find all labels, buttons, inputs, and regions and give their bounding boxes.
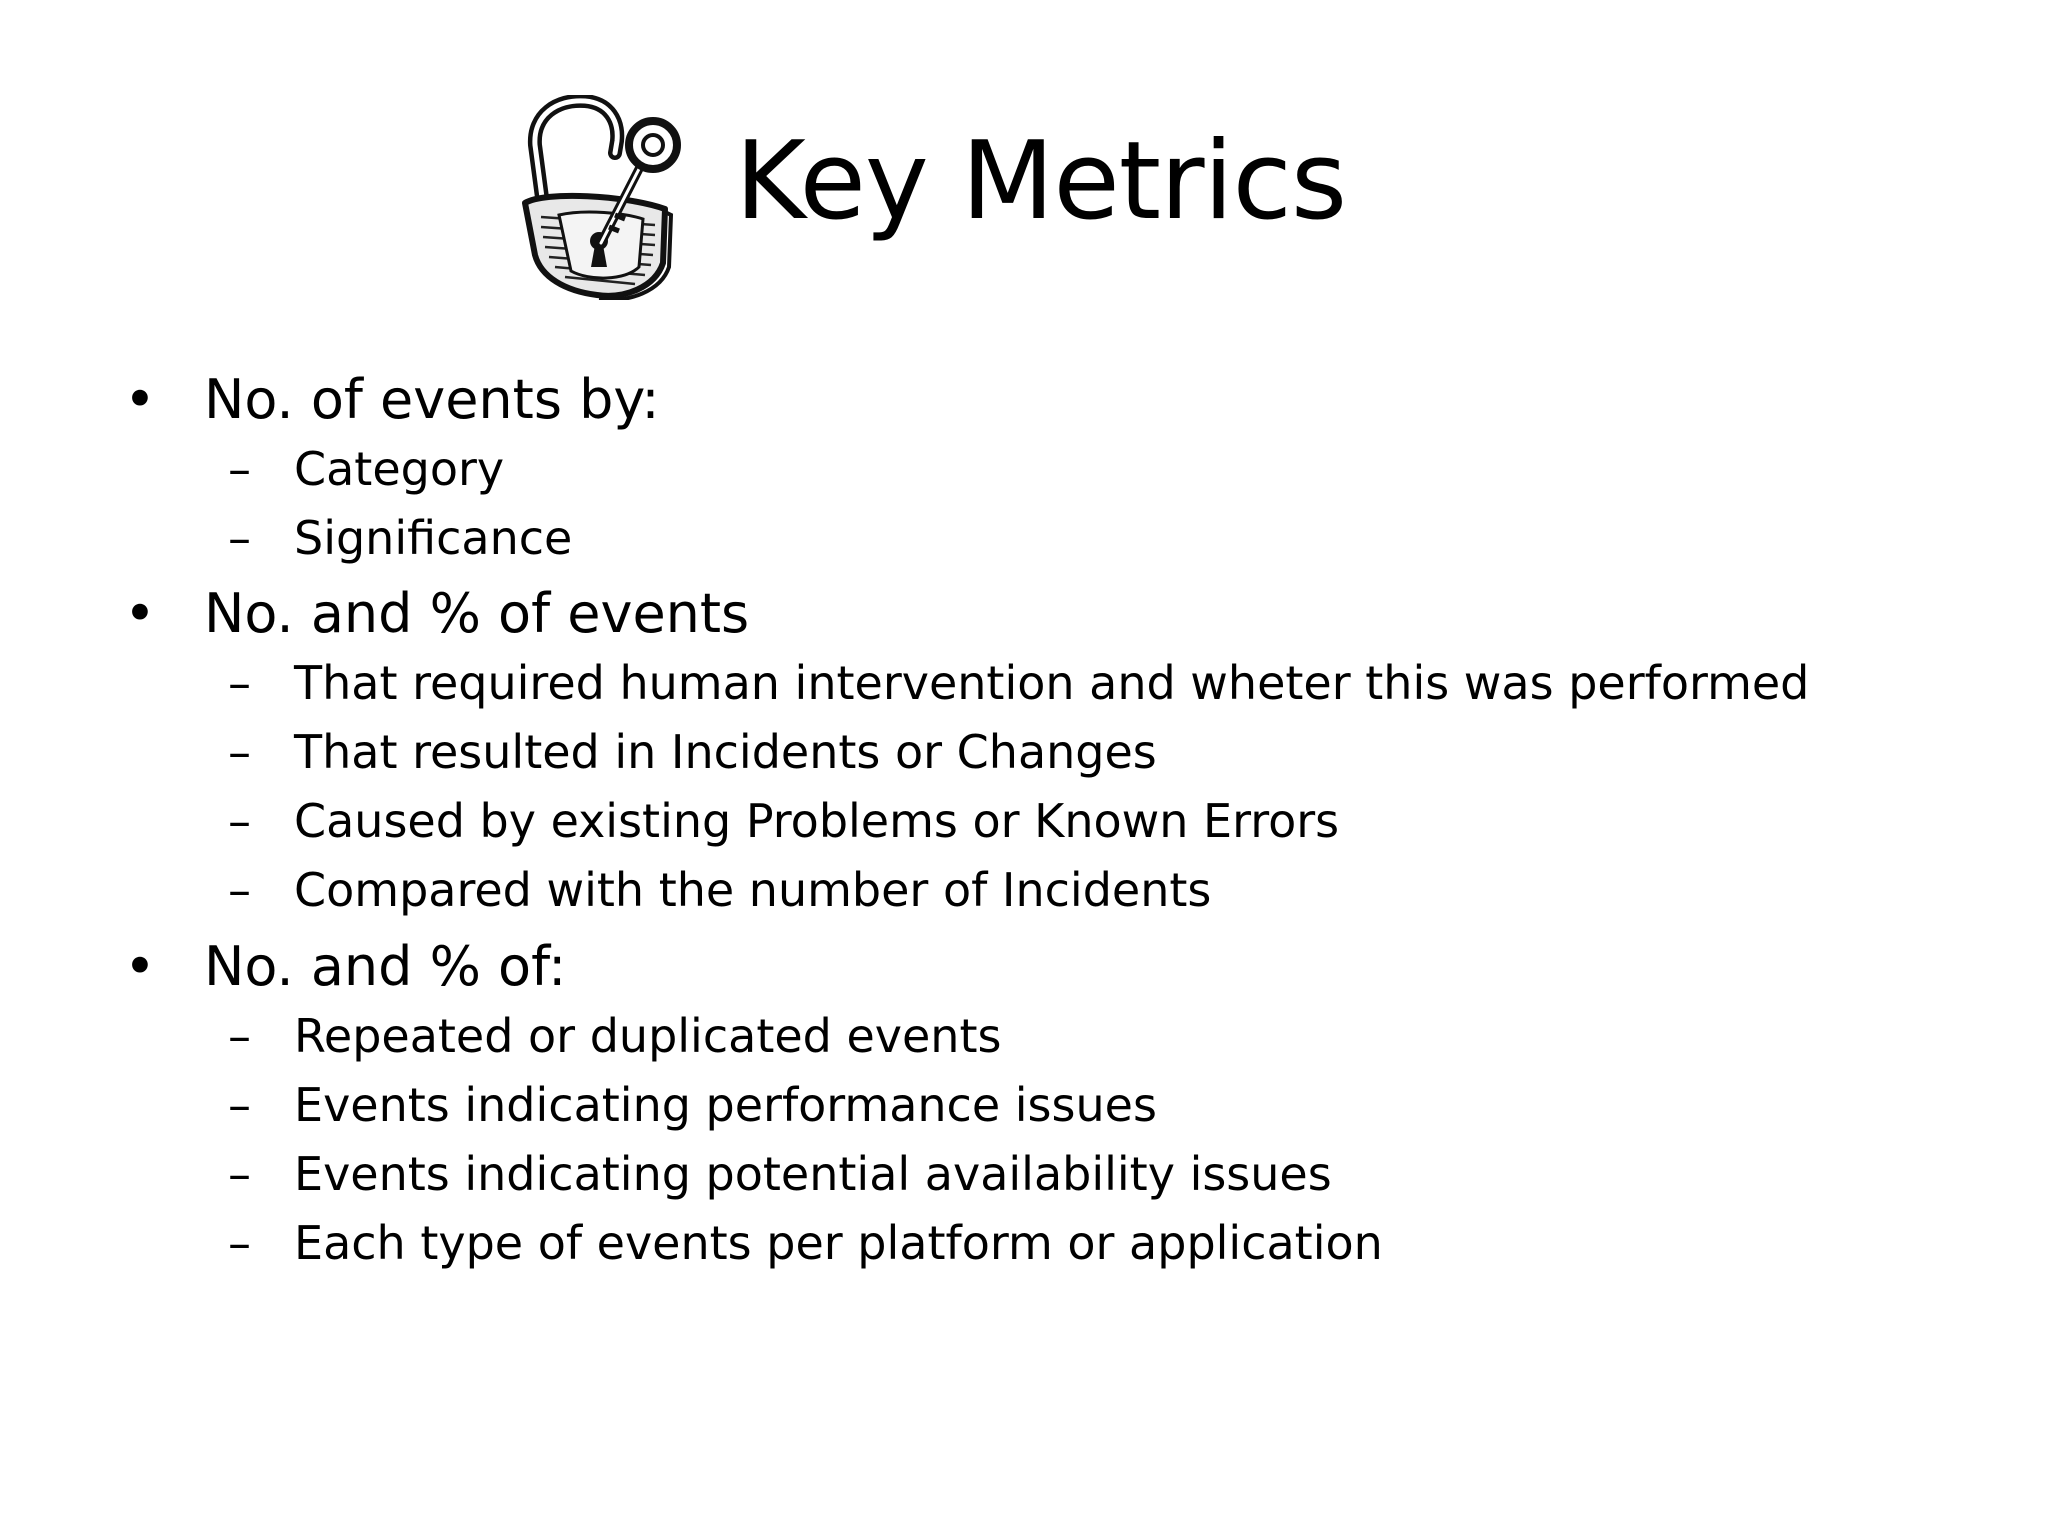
list-item-text: No. and % of: — [204, 935, 567, 998]
dash-marker: – — [228, 442, 251, 496]
sub-list-item-text: Each type of events per platform or application — [294, 1216, 1383, 1270]
sub-list-item-text: Caused by existing Problems or Known Errors — [294, 794, 1340, 848]
sub-list-item-text: That required human intervention and wheter this was performed — [294, 656, 1810, 710]
dash-marker: – — [228, 1078, 251, 1132]
sub-list-item-text: Events indicating potential availability issues — [294, 1147, 1332, 1201]
bullet-marker: • — [124, 368, 156, 431]
dash-marker: – — [228, 511, 251, 565]
dash-marker: – — [228, 863, 251, 917]
bullet-marker: • — [124, 935, 156, 998]
sub-list-item-text: Compared with the number of Incidents — [294, 863, 1212, 917]
sub-list-item-text: Events indicating performance issues — [294, 1078, 1157, 1132]
dash-marker: – — [228, 725, 251, 779]
slide-title: Key Metrics — [735, 119, 1347, 244]
list-item-text: No. and % of events — [204, 582, 750, 645]
dash-marker: – — [228, 794, 251, 848]
list-item-text: No. of events by: — [204, 368, 660, 431]
sub-list-item-text: Repeated or duplicated events — [294, 1009, 1002, 1063]
dash-marker: – — [228, 656, 251, 710]
dash-marker: – — [228, 1216, 251, 1270]
dash-marker: – — [228, 1009, 251, 1063]
bullet-marker: • — [124, 582, 156, 645]
padlock-with-key-icon — [505, 95, 690, 300]
sub-list-item-text: That resulted in Incidents or Changes — [294, 725, 1157, 779]
sub-list-item-text: Significance — [294, 511, 573, 565]
dash-marker: – — [228, 1147, 251, 1201]
sub-list-item-text: Category — [294, 442, 505, 496]
